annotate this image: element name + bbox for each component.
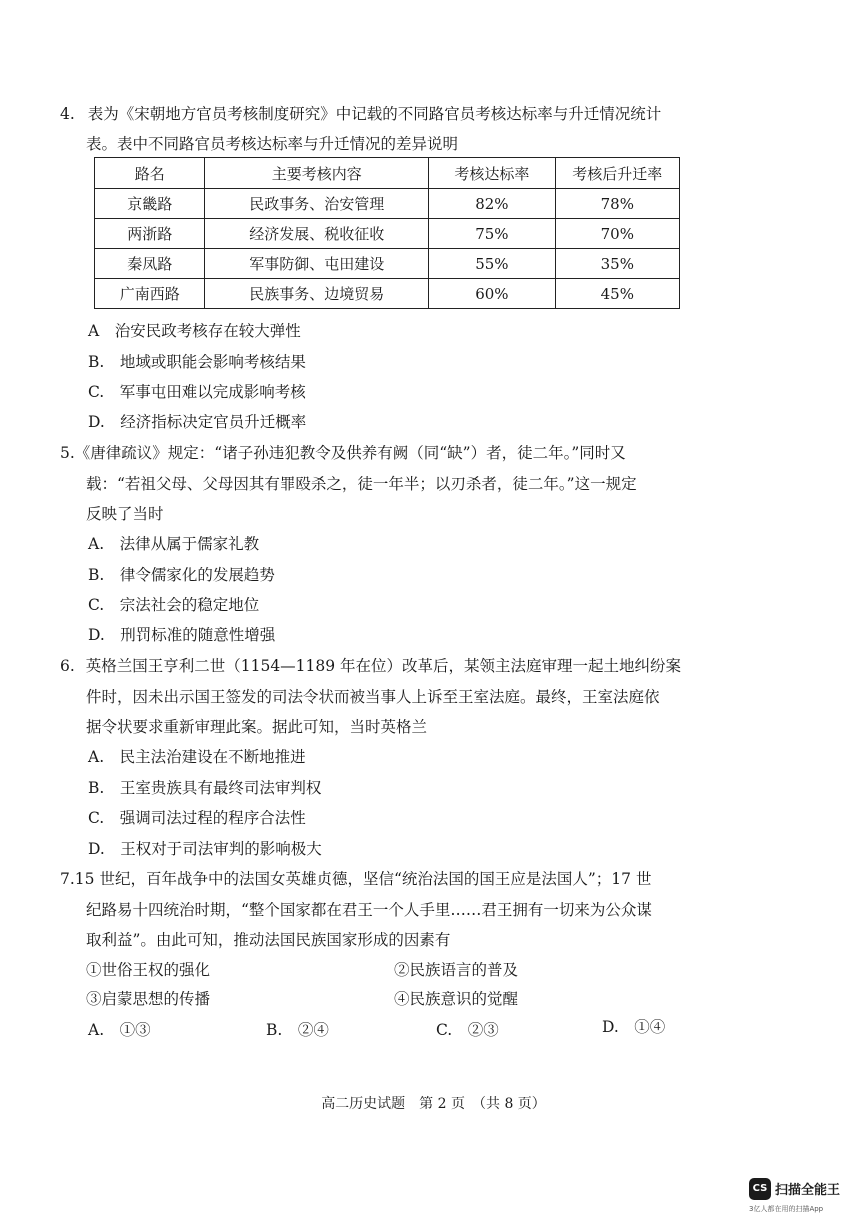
table-cell: 两浙路 bbox=[95, 219, 205, 249]
table-header-cell: 路名 bbox=[95, 158, 205, 189]
q6-stem-line1: 6. 英格兰国王亨利二世（1154—1189 年在位）改革后，某领主法庭审理一起土地纠纷案 bbox=[60, 657, 682, 675]
q7-item-3: ③启蒙思想的传播 bbox=[86, 990, 211, 1008]
q5-stem-line2: 载：“若祖父母、父母因其有罪殴杀之，徒一年半；以刃杀者，徒二年。”这一规定 bbox=[86, 475, 637, 493]
q6-option-c: C. 强调司法过程的程序合法性 bbox=[88, 809, 306, 827]
watermark-subtitle: 3亿人都在用的扫描App bbox=[749, 1205, 824, 1213]
q6-option-d: D. 王权对于司法审判的影响极大 bbox=[88, 840, 322, 858]
q6-option-a: A. 民主法治建设在不断地推进 bbox=[88, 748, 306, 766]
q7-item-1: ①世俗王权的强化 bbox=[86, 961, 211, 979]
q5-stem-line3: 反映了当时 bbox=[86, 505, 164, 523]
q6-option-b: B. 王室贵族具有最终司法审判权 bbox=[88, 779, 322, 797]
table-header-cell: 考核后升迁率 bbox=[555, 158, 679, 189]
q7-stem-line2: 纪路易十四统治时期，“整个国家都在君王一个人手里……君王拥有一切来为公众谋 bbox=[86, 901, 652, 919]
q6-stem-line2: 件时，因未出示国王签发的司法令状而被当事人上诉至王室法庭。最终，王室法庭依 bbox=[86, 688, 660, 706]
q7-option-b: B. ②④ bbox=[266, 1021, 329, 1039]
table-cell: 45% bbox=[555, 279, 679, 309]
table-cell: 60% bbox=[429, 279, 555, 309]
table-cell: 秦凤路 bbox=[95, 249, 205, 279]
q5-option-b: B. 律令儒家化的发展趋势 bbox=[88, 566, 275, 584]
table-cell: 民族事务、边境贸易 bbox=[205, 279, 429, 309]
q4-stem-line2: 表。表中不同路官员考核达标率与升迁情况的差异说明 bbox=[86, 135, 459, 153]
table-cell: 75% bbox=[429, 219, 555, 249]
q4-option-b: B. 地域或职能会影响考核结果 bbox=[88, 353, 306, 371]
table-header-cell: 考核达标率 bbox=[429, 158, 555, 189]
table-cell: 82% bbox=[429, 189, 555, 219]
watermark-name: 扫描全能王 bbox=[775, 1183, 841, 1198]
table-header-cell: 主要考核内容 bbox=[205, 158, 429, 189]
table-cell: 广南西路 bbox=[95, 279, 205, 309]
table-header-row bbox=[95, 158, 680, 189]
table-row bbox=[95, 219, 680, 249]
scanner-watermark bbox=[749, 1178, 859, 1218]
table-cell: 35% bbox=[555, 249, 679, 279]
q5-option-c: C. 宗法社会的稳定地位 bbox=[88, 596, 260, 614]
q4-option-d: D. 经济指标决定官员升迁概率 bbox=[88, 413, 307, 431]
table-cell: 70% bbox=[555, 219, 679, 249]
table-cell: 55% bbox=[429, 249, 555, 279]
q7-item-2: ②民族语言的普及 bbox=[394, 961, 519, 979]
q7-option-a: A. ①③ bbox=[88, 1021, 151, 1039]
q7-item-4: ④民族意识的觉醒 bbox=[394, 990, 519, 1008]
q7-stem-line1: 7.15 世纪，百年战争中的法国女英雄贞德，坚信“统治法国的国王应是法国人”；17 世 bbox=[60, 870, 652, 888]
table-row bbox=[95, 249, 680, 279]
q5-stem-line1: 5.《唐律疏议》规定：“诸子孙违犯教令及供养有阙（同“缺”）者，徒二年。”同时又 bbox=[60, 444, 626, 462]
q4-number: 4. bbox=[60, 105, 75, 123]
q7-number: 7. bbox=[60, 870, 75, 888]
q4-option-c: C. 军事屯田难以完成影响考核 bbox=[88, 383, 306, 401]
q5-number: 5. bbox=[60, 444, 75, 462]
table-cell: 经济发展、税收征收 bbox=[205, 219, 429, 249]
q4-option-a: A 治安民政考核存在较大弹性 bbox=[88, 322, 301, 340]
q5-option-a: A. 法律从属于儒家礼教 bbox=[88, 535, 260, 553]
table-cell: 78% bbox=[555, 189, 679, 219]
q7-option-c: C. ②③ bbox=[436, 1021, 499, 1039]
table-cell: 京畿路 bbox=[95, 189, 205, 219]
cs-logo-icon: CS bbox=[749, 1178, 771, 1200]
q4-table bbox=[94, 157, 680, 309]
q4-stem-line1: 4. 表为《宋朝地方官员考核制度研究》中记载的不同路官员考核达标率与升迁情况统计 bbox=[60, 105, 662, 123]
table-row bbox=[95, 279, 680, 309]
q5-option-d: D. 刑罚标准的随意性增强 bbox=[88, 626, 276, 644]
q7-option-d: D. ①④ bbox=[602, 1018, 666, 1036]
table-row bbox=[95, 189, 680, 219]
page-footer: 高二历史试题 第 2 页 （共 8 页） bbox=[321, 1096, 546, 1112]
table-cell: 民政事务、治安管理 bbox=[205, 189, 429, 219]
table-cell: 军事防御、屯田建设 bbox=[205, 249, 429, 279]
q6-number: 6. bbox=[60, 657, 75, 675]
q6-stem-line3: 据令状要求重新审理此案。据此可知，当时英格兰 bbox=[86, 718, 428, 736]
q7-stem-line3: 取利益”。由此可知，推动法国民族国家形成的因素有 bbox=[86, 931, 451, 949]
